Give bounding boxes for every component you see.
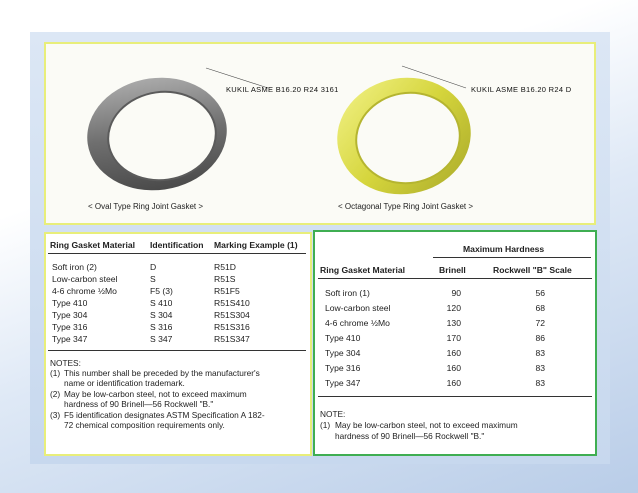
row-material: Type 316 (325, 363, 361, 373)
row-material: Type 304 (52, 310, 88, 320)
row-material: Type 304 (325, 348, 361, 358)
row-identification: S (150, 274, 156, 284)
row-material: Type 347 (52, 334, 88, 344)
group-header-rule (433, 257, 591, 258)
row-identification: S 347 (150, 334, 173, 344)
row-marking: R51S316 (214, 322, 250, 332)
row-brinell: 90 (451, 288, 461, 298)
row-rockwell: 86 (535, 333, 545, 343)
row-marking: R51S347 (214, 334, 250, 344)
note-number: (2) (50, 389, 61, 399)
note-text: May be low-carbon steel, not to exceed maximum (64, 389, 247, 399)
col-header-identification: Identification (150, 240, 204, 250)
row-rockwell: 83 (535, 378, 545, 388)
row-marking: R51S304 (214, 310, 250, 320)
row-marking: R51F5 (214, 286, 240, 296)
gasket-photo-panel (44, 42, 596, 225)
oval-gasket-caption: < Oval Type Ring Joint Gasket > (88, 202, 204, 211)
row-material: Type 410 (52, 298, 88, 308)
note-text: 72 chemical composition requirements only. (64, 420, 225, 430)
row-identification: S 410 (150, 298, 173, 308)
notes-title: NOTES: (50, 358, 81, 368)
note-text: name or identification trademark. (64, 378, 185, 388)
row-marking: R51D (214, 262, 236, 272)
row-material: Low-carbon steel (52, 274, 118, 284)
row-material: Type 410 (325, 333, 361, 343)
col-header-marking: Marking Example (1) (214, 240, 298, 250)
row-brinell: 170 (446, 333, 461, 343)
row-identification: S 316 (150, 322, 173, 332)
header-rule (48, 253, 306, 254)
row-rockwell: 83 (535, 363, 545, 373)
note-title: NOTE: (320, 409, 346, 419)
row-marking: R51S410 (214, 298, 250, 308)
group-header-max-hardness: Maximum Hardness (463, 244, 545, 254)
row-rockwell: 68 (535, 303, 545, 313)
header-rule (318, 278, 592, 279)
row-material: 4-6 chrome ½Mo (325, 318, 390, 328)
row-marking: R51S (214, 274, 236, 284)
note-text: This number shall be preceded by the manufacturer's (64, 368, 260, 378)
octagonal-gasket-ring (328, 67, 480, 205)
oval-gasket-marking: KUKIL ASME B16.20 R24 3161 (226, 85, 339, 94)
note-text: hardness of 90 Brinell—56 Rockwell "B." (335, 431, 485, 441)
col-header-material: Ring Gasket Material (50, 240, 136, 250)
table-bottom-rule (318, 396, 592, 397)
row-material: Soft iron (2) (52, 262, 97, 272)
note-text: F5 identification designates ASTM Specification A 182- (64, 410, 265, 420)
row-brinell: 160 (446, 378, 461, 388)
note-text: hardness of 90 Brinell—56 Rockwell "B." (64, 399, 214, 409)
col-header-rockwell: Rockwell "B" Scale (493, 265, 572, 275)
row-rockwell: 56 (535, 288, 545, 298)
row-material: Type 347 (325, 378, 361, 388)
row-identification: F5 (3) (150, 286, 173, 296)
gasket-illustration (46, 44, 594, 223)
row-material: Type 316 (52, 322, 88, 332)
hardness-table-panel (313, 230, 597, 456)
oval-gasket-ring (80, 69, 234, 199)
row-identification: D (150, 262, 157, 272)
note-number: (3) (50, 410, 61, 420)
row-identification: S 304 (150, 310, 173, 320)
octagonal-gasket-caption: < Octagonal Type Ring Joint Gasket > (338, 202, 474, 211)
table-bottom-rule (48, 350, 306, 351)
note-number: (1) (50, 368, 61, 378)
row-material: Soft iron (1) (325, 288, 370, 298)
row-brinell: 120 (446, 303, 461, 313)
row-rockwell: 72 (535, 318, 545, 328)
row-material: Low-carbon steel (325, 303, 391, 313)
row-brinell: 160 (446, 348, 461, 358)
note-number: (1) (320, 420, 331, 430)
row-rockwell: 83 (535, 348, 545, 358)
row-brinell: 160 (446, 363, 461, 373)
octagonal-gasket-marking: KUKIL ASME B16.20 R24 D (471, 85, 572, 94)
col-header-material: Ring Gasket Material (320, 265, 406, 275)
identification-table-panel (44, 232, 312, 456)
row-material: 4-6 chrome ½Mo (52, 286, 117, 296)
row-brinell: 130 (446, 318, 461, 328)
note-text: May be low-carbon steel, not to exceed maximum (335, 420, 518, 430)
col-header-brinell: Brinell (439, 265, 466, 275)
